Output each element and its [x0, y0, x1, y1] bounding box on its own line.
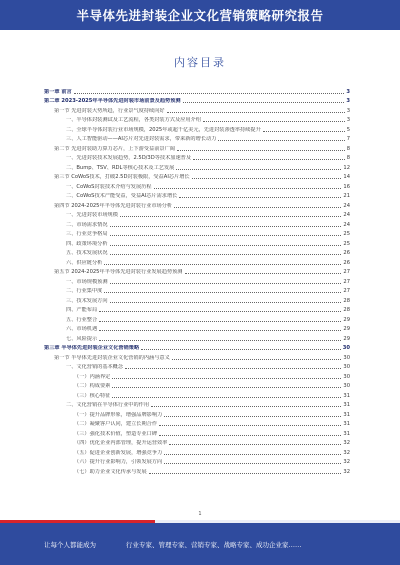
toc-entry-page: 8: [346, 145, 350, 152]
toc-leader-dots: [99, 321, 341, 322]
toc-entry-label: 二、全球半导体封装行业市场规模，2025年或超千亿美元，先进封装渗透率持续提升: [66, 126, 261, 133]
toc-entry[interactable]: [44, 323, 350, 333]
toc-entry-page: 31: [343, 421, 350, 427]
toc-entry[interactable]: [44, 95, 350, 105]
toc-entry-page: 26: [343, 259, 350, 266]
toc-entry-label: （一）提升品牌形象，增强品牌影响力: [74, 411, 163, 418]
toc-entry-label: 二、文化营销在半导体行业中的作用: [66, 402, 150, 408]
toc-entry[interactable]: [44, 380, 350, 390]
toc-entry[interactable]: [44, 294, 350, 304]
toc-entry-page: 7: [346, 136, 350, 142]
toc-entry-page: 29: [343, 316, 350, 323]
toc-entry-label: 二、Bump、TSV、RDL等核心技术及工艺发展: [66, 164, 175, 171]
toc-leader-dots: [174, 207, 341, 208]
toc-entry-page: 30: [343, 354, 350, 361]
toc-leader-dots: [183, 102, 345, 103]
toc-entry-label: 一、半导体封装测试及工艺流程，各类封装方式及应用介绍: [66, 117, 201, 123]
toc-leader-dots: [110, 254, 342, 255]
toc-entry-page: 27: [343, 278, 350, 285]
toc-entry-page: 32: [343, 468, 350, 475]
toc-entry-page: 27: [343, 269, 350, 275]
toc-entry[interactable]: [44, 190, 350, 200]
toc-leader-dots: [151, 406, 341, 407]
toc-entry-label: 第三章 半导体先进封装企业文化营销策略: [44, 345, 140, 351]
toc-entry[interactable]: [44, 180, 350, 190]
toc-leader-dots: [159, 435, 341, 436]
toc-leader-dots: [203, 121, 345, 122]
toc-entry[interactable]: [44, 437, 350, 447]
toc-entry-page: 8: [346, 155, 350, 161]
toc-entry[interactable]: [44, 123, 350, 133]
toc-entry[interactable]: [44, 342, 350, 352]
toc-entry-label: 二、市场需求情况: [66, 221, 108, 228]
toc-entry-label: 第一节 先进封装大势所趋，行业景气度持续向好: [54, 107, 165, 114]
toc-entry[interactable]: [44, 313, 350, 323]
toc-entry-page: 30: [343, 364, 350, 370]
toc-leader-dots: [104, 292, 341, 293]
toc-entry-label: 第三节 CoWoS技术，打破2.5D封装极限，受益AI芯片增长: [54, 174, 190, 180]
toc-leader-dots: [99, 330, 341, 331]
footer-red-stripe: [0, 520, 155, 523]
toc-entry-label: 七、风险提示: [66, 335, 98, 342]
toc-leader-dots: [149, 473, 342, 474]
toc-entry[interactable]: [44, 351, 350, 361]
toc-leader-dots: [185, 273, 342, 274]
toc-entry[interactable]: [44, 399, 350, 409]
toc-entry[interactable]: [44, 199, 350, 209]
toc-entry[interactable]: [44, 247, 350, 257]
page-number: 1: [198, 511, 202, 517]
toc-entry-page: 12: [343, 164, 350, 171]
toc-leader-dots: [74, 93, 345, 94]
toc-leader-dots: [172, 359, 342, 360]
toc-entry-label: 一、市场规模预测: [66, 278, 108, 285]
toc-entry-label: 第四节 2024-2025年半导体先进封装行业市场分析: [54, 202, 173, 209]
toc-leader-dots: [99, 340, 341, 341]
toc-entry-page: 32: [343, 459, 350, 465]
toc-leader-dots: [110, 226, 342, 227]
toc-entry-label: 六、市场机遇: [66, 326, 98, 332]
toc-entry-page: 26: [343, 250, 350, 256]
toc-entry[interactable]: [44, 361, 350, 371]
toc-entry[interactable]: [44, 256, 350, 266]
toc-entry-page: 27: [343, 288, 350, 294]
toc-leader-dots: [110, 245, 342, 246]
toc-entry-label: 一、文化营销的基本概念: [66, 364, 124, 370]
toc-entry-label: 一、CoWoS封装技术介绍与发展历程: [66, 183, 152, 190]
toc-entry-label: （六）提升行业影响力，引领发展方向: [74, 459, 163, 465]
toc-entry[interactable]: [44, 332, 350, 342]
toc-entry-page: 21: [343, 193, 350, 199]
toc-entry-label: 三、行业竞争格局: [66, 231, 108, 237]
toc-entry-label: （三）核心特征: [74, 392, 111, 399]
toc-entry-page: 24: [343, 202, 350, 209]
toc-entry-page: 24: [343, 212, 350, 218]
toc-entry-label: （三）强化技术价值，塑造专业口碑: [74, 430, 158, 437]
toc-entry-page: 30: [343, 383, 350, 389]
toc-leader-dots: [167, 112, 345, 113]
toc-entry[interactable]: [44, 237, 350, 247]
toc-leader-dots: [112, 378, 341, 379]
toc-entry-page: 28: [343, 297, 350, 304]
toc-leader-dots: [159, 425, 341, 426]
toc-entry[interactable]: [44, 171, 350, 181]
toc-entry-page: 5: [346, 126, 350, 133]
toc-entry[interactable]: [44, 104, 350, 114]
toc-leader-dots: [110, 283, 342, 284]
toc-entry[interactable]: [44, 218, 350, 228]
toc-entry-label: （二）构成要素: [74, 383, 111, 389]
toc-entry-page: 24: [343, 221, 350, 228]
toc-entry[interactable]: [44, 161, 350, 171]
toc-leader-dots: [164, 463, 341, 464]
toc-entry-page: 28: [343, 307, 350, 313]
toc-entry[interactable]: [44, 209, 350, 219]
toc-entry[interactable]: [44, 418, 350, 428]
toc-entry[interactable]: [44, 142, 350, 152]
toc-entry-page: 31: [343, 411, 350, 418]
toc-entry-label: 第二节 先进封装助力算力芯片，上下游受益前景广阔: [54, 145, 175, 152]
toc-leader-dots: [154, 188, 342, 189]
toc-entry-page: 3: [346, 88, 350, 95]
toc-leader-dots: [263, 131, 345, 132]
toc-entry-label: 第一节 半导体先进封装企业文化营销的内涵与意义: [54, 354, 170, 361]
toc-heading: 内容目录: [174, 56, 226, 69]
toc-entry-page: 30: [342, 345, 350, 351]
table-of-contents: [44, 85, 350, 475]
toc-entry-label: （一）内涵界定: [74, 373, 111, 380]
toc-leader-dots: [112, 387, 341, 388]
footer-white-stripe: [155, 520, 400, 523]
toc-entry-page: 25: [343, 240, 350, 247]
toc-entry[interactable]: [44, 304, 350, 314]
report-title: 半导体先进封装企业文化营销策略研究报告: [76, 8, 324, 23]
toc-entry-page: 31: [343, 392, 350, 399]
toc-leader-dots: [179, 197, 341, 198]
toc-entry-label: （四）优化企业内部管理，提升运营效率: [74, 440, 168, 446]
toc-entry[interactable]: [44, 275, 350, 285]
toc-entry-page: 30: [343, 373, 350, 380]
toc-entry-label: （二）凝聚客户认同，建立长期合作: [74, 421, 158, 427]
toc-entry[interactable]: [44, 370, 350, 380]
toc-entry-page: 32: [343, 440, 350, 446]
toc-entry[interactable]: [44, 446, 350, 456]
toc-entry-page: 29: [343, 326, 350, 332]
toc-entry-label: 三、人工智能驱动——AI芯片对先进封装需求，带来新的增长动力: [66, 136, 217, 142]
toc-entry-label: 四、产能布局: [66, 307, 98, 313]
toc-leader-dots: [120, 216, 342, 217]
toc-entry-label: 一、先进封装市场规模: [66, 212, 118, 218]
toc-leader-dots: [192, 178, 342, 179]
toc-leader-dots: [193, 159, 345, 160]
toc-entry-page: 29: [343, 335, 350, 342]
toc-entry-label: （七）助力企业文化传承与发展: [74, 468, 147, 475]
toc-entry-label: 第一章 前言: [44, 88, 72, 95]
toc-entry-page: 31: [343, 402, 350, 408]
toc-entry-label: 一、先进封装技术发展趋势，2.5D/3D等技术加速普及: [66, 155, 192, 161]
toc-leader-dots: [218, 140, 344, 141]
toc-entry-page: 14: [343, 174, 350, 180]
toc-leader-dots: [177, 150, 345, 151]
toc-leader-dots: [164, 454, 341, 455]
toc-entry-page: 3: [346, 117, 350, 123]
toc-entry[interactable]: [44, 114, 350, 124]
toc-entry[interactable]: [44, 133, 350, 143]
toc-entry-page: 25: [343, 231, 350, 237]
toc-leader-dots: [104, 264, 341, 265]
toc-entry[interactable]: [44, 456, 350, 466]
toc-entry[interactable]: [44, 228, 350, 238]
toc-entry[interactable]: [44, 465, 350, 475]
toc-entry-label: 四、政策环境分析: [66, 240, 108, 247]
toc-entry-page: 3: [346, 98, 350, 104]
toc-entry-page: 32: [343, 449, 350, 456]
toc-leader-dots: [110, 302, 342, 303]
toc-entry-page: 16: [343, 183, 350, 190]
footer-services: 行业专家、管理专家、营销专家、战略专家、成功企业家……: [126, 541, 302, 549]
toc-entry[interactable]: [44, 408, 350, 418]
toc-leader-dots: [176, 169, 341, 170]
toc-entry[interactable]: [44, 266, 350, 276]
footer-banner: [0, 520, 400, 565]
toc-entry-label: 第二章 2023-2025年半导体先进封装市场前景及趋势预测: [44, 98, 181, 104]
toc-entry-label: 二、行业集中度: [66, 288, 103, 294]
footer-slogan: 让每个人都能成为: [44, 541, 96, 549]
toc-entry[interactable]: [44, 152, 350, 162]
toc-entry-label: 三、技术发展方向: [66, 297, 108, 304]
toc-entry-label: 二、CoWoS技术产能受益，受益AI芯片需求增长: [66, 193, 178, 199]
toc-entry-label: 五、行业整合: [66, 316, 98, 323]
toc-entry-label: 六、供应链分析: [66, 259, 103, 266]
toc-leader-dots: [99, 311, 341, 312]
toc-entry-page: 31: [343, 430, 350, 437]
toc-leader-dots: [125, 368, 341, 369]
toc-leader-dots: [110, 235, 342, 236]
toc-leader-dots: [169, 444, 341, 445]
toc-entry-label: 第五节 2024-2025年半导体先进封装行业发展趋势预测: [54, 269, 183, 275]
toc-entry[interactable]: [44, 389, 350, 399]
toc-leader-dots: [141, 349, 341, 350]
toc-entry[interactable]: [44, 85, 350, 95]
toc-entry-label: （五）促进企业创新发展，增强竞争力: [74, 449, 163, 456]
toc-entry-page: 3: [346, 107, 350, 114]
toc-entry[interactable]: [44, 427, 350, 437]
report-header: [0, 0, 400, 30]
toc-entry-label: 五、技术发展状况: [66, 250, 108, 256]
toc-leader-dots: [112, 397, 341, 398]
toc-entry[interactable]: [44, 285, 350, 295]
toc-leader-dots: [164, 416, 341, 417]
